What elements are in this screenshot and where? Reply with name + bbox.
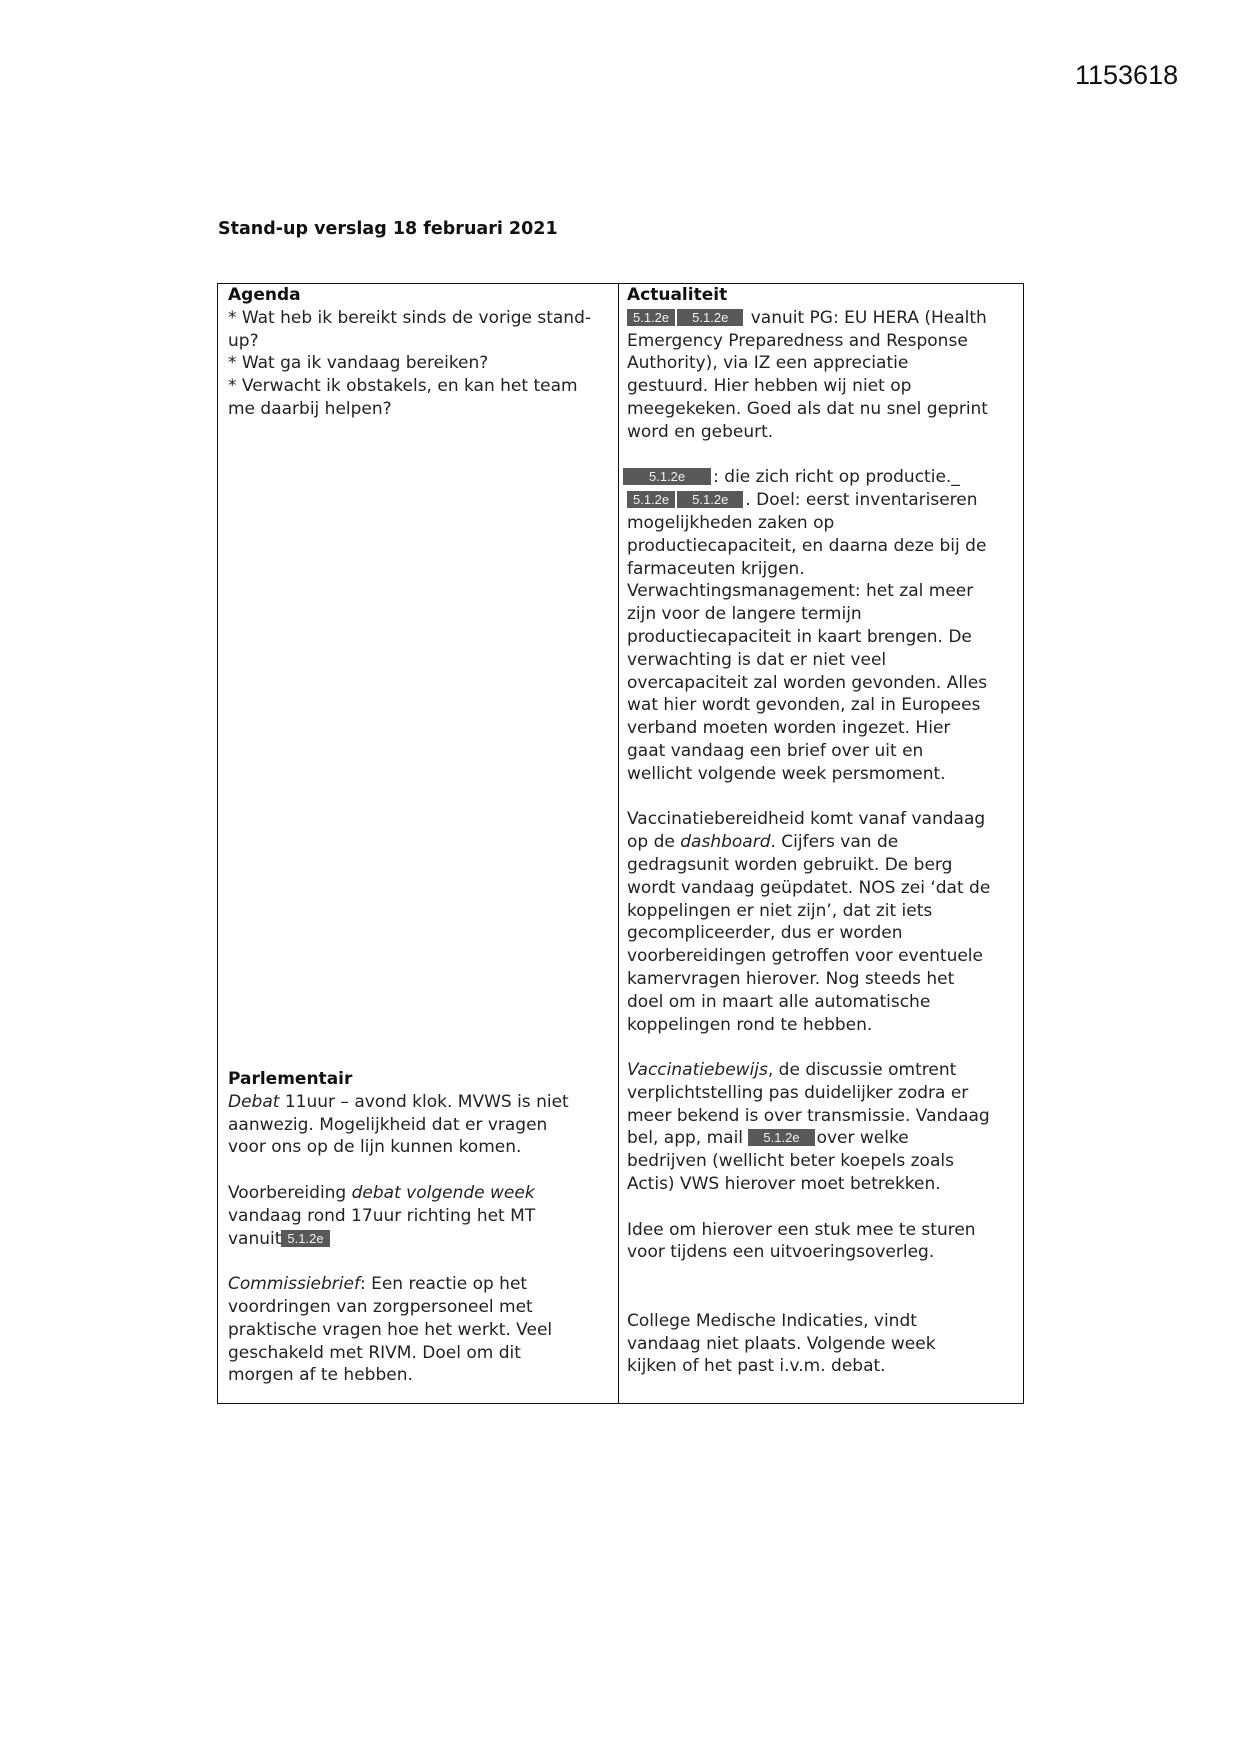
redaction-box: 5.1.2e [627, 491, 675, 508]
agenda-line: up? [228, 330, 259, 351]
p2-line [627, 489, 1019, 512]
redaction-box: 5.1.2e [677, 309, 743, 326]
p2-line: overcapaciteit zal worden gevonden. Alles [627, 672, 988, 693]
p5-line: voor tijdens een uitvoeringsoverleg. [627, 1242, 935, 1263]
p1-line [627, 307, 1019, 330]
document-number: 1153618 [1075, 60, 1179, 90]
p4-line [627, 1127, 1019, 1150]
p3-line: wordt vandaag geüpdatet. NOS zei ‘dat de [627, 877, 991, 898]
agenda-heading: Agenda [228, 285, 301, 305]
agenda-cell [228, 284, 613, 421]
debat-line [228, 1091, 613, 1114]
voorbereiding-prefix: vanuit [228, 1228, 282, 1249]
standup-table [217, 283, 1024, 1404]
p3-prefix: op de [627, 832, 681, 853]
p2-line: zijn voor de langere termijn [627, 604, 862, 625]
p2-text: : die zich richt op productie._ [713, 467, 960, 488]
p2-line: productiecapaciteit in kaart brengen. De [627, 626, 972, 647]
agenda-line: me daarbij helpen? [228, 398, 392, 419]
dashboard-term: dashboard [680, 832, 771, 853]
p5-line: Idee om hierover een stuk mee te sturen [627, 1219, 976, 1240]
redaction-box: 5.1.2e [627, 309, 675, 326]
debat-line: voor ons op de lijn kunnen komen. [228, 1137, 522, 1158]
parlementair-cell [228, 1068, 613, 1387]
column-divider [618, 284, 619, 1403]
p4-line: bedrijven (wellicht beter koepels zoals [627, 1151, 954, 1172]
p3-line: doel om in maart alle automatische [627, 991, 931, 1012]
p4-line: Actis) VWS hierover moet betrekken. [627, 1174, 941, 1195]
p4-prefix: bel, app, mail [627, 1128, 749, 1149]
commissiebrief-line: morgen af te hebben. [228, 1365, 413, 1386]
p3-line: koppelingen er niet zijn’, dat zit iets [627, 900, 933, 921]
redaction-box: 5.1.2e [748, 1129, 814, 1146]
p1-line: Authority), via IZ een appreciatie [627, 353, 909, 374]
p2-text: . Doel: eerst inventariseren [745, 490, 978, 511]
voorbereiding-prefix: Voorbereiding [228, 1182, 352, 1203]
p2-line: verwachting is dat er niet veel [627, 649, 887, 670]
page-title: Stand-up verslag 18 februari 2021 [218, 219, 558, 239]
p2-line: productiecapaciteit, en daarna deze bij de [627, 535, 987, 556]
p1-line: gestuurd. Hier hebben wij niet op [627, 376, 912, 397]
p4-text: , de discussie omtrent [767, 1060, 957, 1081]
commissiebrief-text: : Een reactie op het [359, 1274, 528, 1295]
commissiebrief-line: geschakeld met RIVM. Doel om dit [228, 1342, 521, 1363]
p1-line: meegekeken. Goed als dat nu snel geprint [627, 398, 988, 419]
vaccinatiebewijs-term: Vaccinatiebewijs [627, 1060, 768, 1081]
p2-line: farmaceuten krijgen. [627, 558, 805, 579]
p2-line [627, 466, 1019, 489]
debat-line: aanwezig. Mogelijkheid dat er vragen [228, 1114, 548, 1135]
p6-line: kijken of het past i.v.m. debat. [627, 1356, 886, 1377]
p3-line: koppelingen rond te hebben. [627, 1014, 873, 1035]
agenda-line: * Verwacht ik obstakels, en kan het team [228, 376, 578, 397]
p3-line: gecompliceerder, dus er worden [627, 923, 903, 944]
p4-line [627, 1059, 1019, 1082]
actualiteit-cell [627, 284, 1019, 1378]
redaction-box: 5.1.2e [281, 1230, 329, 1247]
p3-text: . Cijfers van de [770, 832, 899, 853]
p2-line: wat hier wordt gevonden, zal in Europees [627, 695, 981, 716]
p1-line: Emergency Preparedness and Response [627, 330, 968, 351]
p2-line: gaat vandaag een brief over uit en [627, 740, 924, 761]
commissiebrief-term: Commissiebrief [228, 1274, 360, 1295]
commissiebrief-line [228, 1273, 613, 1296]
voorbereiding-line [228, 1182, 613, 1205]
p4-line: verplichtstelling pas duidelijker zodra er [627, 1082, 969, 1103]
redaction-box: 5.1.2e [623, 468, 711, 485]
commissiebrief-line: voordringen van zorgpersoneel met [228, 1296, 533, 1317]
actualiteit-heading: Actualiteit [627, 285, 728, 305]
p3-line: kamervragen hierover. Nog steeds het [627, 968, 955, 989]
p2-line: mogelijkheden zaken op [627, 512, 835, 533]
p3-line [627, 831, 1019, 854]
p4-line: meer bekend is over transmissie. Vandaag [627, 1105, 990, 1126]
p6-line: vandaag niet plaats. Volgende week [627, 1333, 936, 1354]
p3-line: gedragsunit worden gebruikt. De berg [627, 854, 953, 875]
p2-line: Verwachtingsmanagement: het zal meer [627, 581, 974, 602]
p3-line: voorbereidingen getroffen voor eventuele [627, 946, 983, 967]
debat-term: Debat [228, 1091, 280, 1112]
p6-line: College Medische Indicaties, vindt [627, 1310, 917, 1331]
voorbereiding-term: debat volgende week [351, 1182, 535, 1203]
p1-line: word en gebeurt. [627, 421, 774, 442]
p2-line: wellicht volgende week persmoment. [627, 763, 946, 784]
commissiebrief-line: praktische vragen hoe het werkt. Veel [228, 1319, 553, 1340]
agenda-line: * Wat ga ik vandaag bereiken? [228, 353, 489, 374]
p2-line: verband moeten worden ingezet. Hier [627, 718, 951, 739]
redaction-box: 5.1.2e [677, 491, 743, 508]
parlementair-heading: Parlementair [228, 1069, 353, 1089]
agenda-line: * Wat heb ik bereikt sinds de vorige stand- [228, 307, 592, 328]
p4-text: over welke [816, 1128, 909, 1149]
p3-line: Vaccinatiebereidheid komt vanaf vandaag [627, 809, 986, 830]
debat-text: 11uur – avond klok. MVWS is niet [279, 1091, 569, 1112]
p1-text: vanuit PG: EU HERA (Health [745, 307, 987, 328]
voorbereiding-line [228, 1228, 613, 1251]
voorbereiding-line: vandaag rond 17uur richting het MT [228, 1205, 536, 1226]
